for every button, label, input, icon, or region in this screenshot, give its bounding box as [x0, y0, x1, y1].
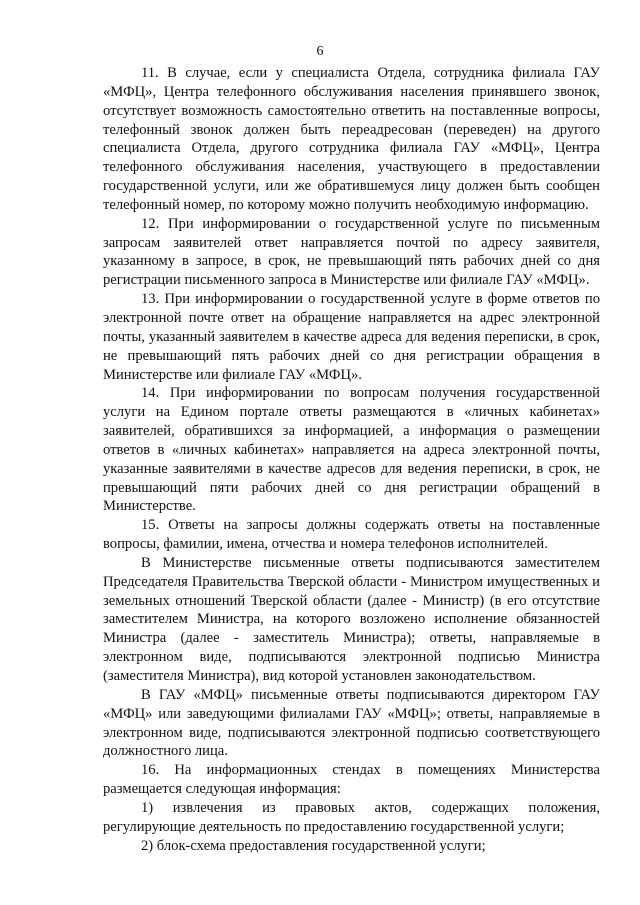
paragraph-11: 11. В случае, если у специалиста Отдела, сотрудника филиала ГАУ «МФЦ», Центра телефонного обслуживания населения принявшего звонок, отсутствует возможность самостоятельно ответить на поставленные вопросы, телефонный звонок должен быть переадресован (переведен) на другого специалиста Отдела, другого сотрудника филиала ГАУ «МФЦ», Центра телефонного обслуживания населения, участвующего в предоставлении государственной услуги, или же обратившемуся лицу должен быть сообщен телефонный номер, по которому можно получить необходимую информацию. — [103, 65, 600, 213]
paragraph-16: 16. На информационных стендах в помещениях Министерства размещается следующая информация: — [103, 762, 600, 798]
paragraph-mfc-signing: В ГАУ «МФЦ» письменные ответы подписываются директором ГАУ «МФЦ» или заведующими филиалами ГАУ «МФЦ»; ответы, направляемые в электронном виде, подписываются электронной подписью соответствующего должностного лица. — [103, 686, 600, 760]
list-item-1: 1) извлечения из правовых актов, содержащих положения, регулирующие деятельность по предоставлению государственной услуги; — [103, 799, 600, 835]
paragraph-15: 15. Ответы на запросы должны содержать ответы на поставленные вопросы, фамилии, имена, отчества и номера телефонов исполнителей. — [103, 517, 600, 553]
document-body — [103, 64, 600, 855]
paragraph-14: 14. При информировании по вопросам получения государственной услуги на Едином портале ответы размещаются в «личных кабинетах» заявителей, обратившихся за информацией, а информация о размещении ответов в «личных кабинетах» направляется на адреса электронной почты, указанные заявителями в качестве адресов для ведения переписки, в срок, не превышающий пяти рабочих дней со дня регистрации обращений в Министерстве. — [103, 385, 600, 515]
paragraph-ministry-signing: В Министерстве письменные ответы подписываются заместителем Председателя Правительства Тверской области - Министром имущественных и земельных отношений Тверской области (далее - Министр) (в его отсутствие заместителем Министра, на которого возложено исполнение обязанностей Министра (далее - заместитель Министра); ответы, направляемые в электронном виде, подписываются электронной подписью Министра (заместителя Министра), вид которой установлен законодательством. — [103, 554, 600, 684]
list-item-2: 2) блок-схема предоставления государственной услуги; — [141, 837, 486, 854]
page-number: 6 — [316, 44, 324, 59]
paragraph-12: 12. При информировании о государственной услуге по письменным запросам заявителей ответ направляется почтой по адресу заявителя, указанному в запросе, в срок, не превышающий пять рабочих дней со дня регистрации письменного запроса в Министерстве или филиале ГАУ «МФЦ». — [103, 215, 600, 289]
paragraph-13: 13. При информировании о государственной услуге в форме ответов по электронной почте ответ на обращение направляется на адрес электронной почты, указанный заявителем в качестве адреса для ведения переписки, в срок, не превышающий пять рабочих дней со дня регистрации обращения в Министерстве или филиале ГАУ «МФЦ». — [103, 291, 600, 383]
